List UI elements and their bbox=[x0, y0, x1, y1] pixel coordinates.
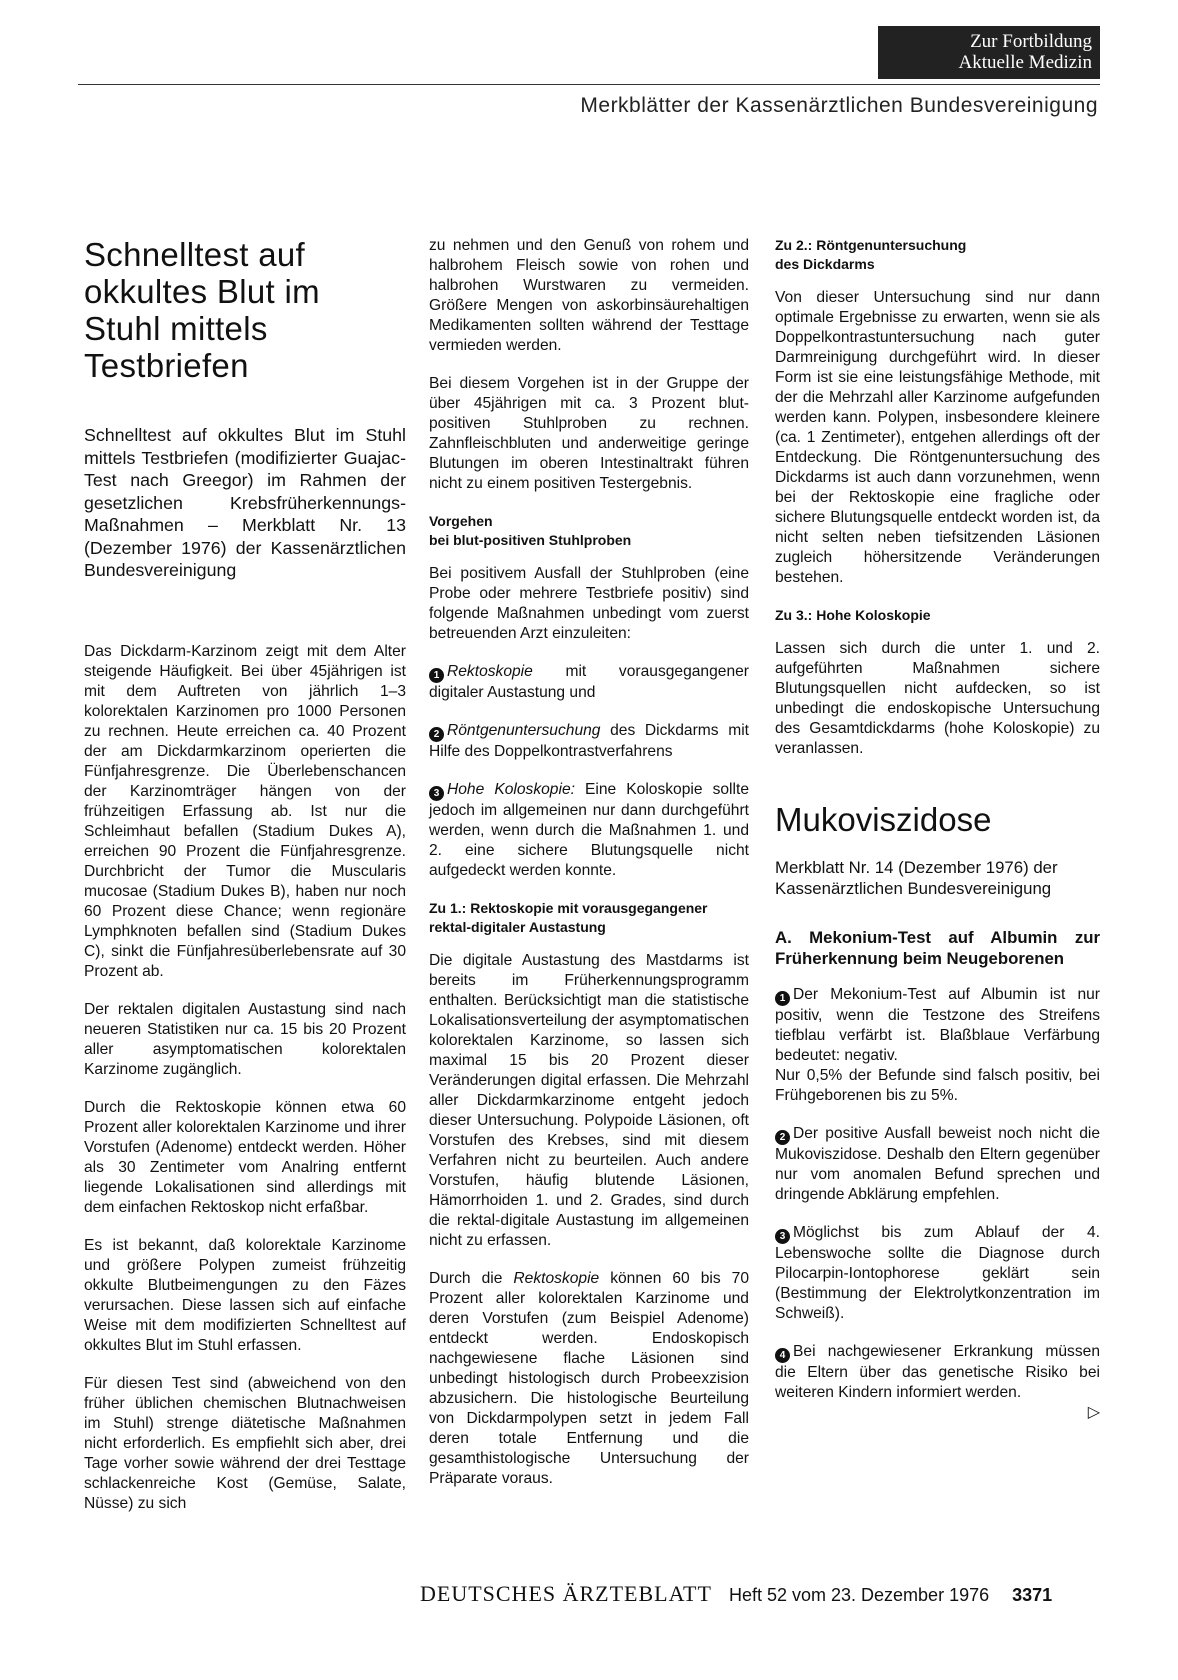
paragraph: Bei diesem Vorgehen ist in der Gruppe der über 45jährigen mit ca. 3 Prozent blut-positiven Stuhlproben zu rechnen. Zahnfleischbluten und anderweitige geringe Blutungen im oberen Intestinaltrakt führen nicht zu einem positiven Testergebnis. bbox=[429, 375, 749, 492]
section-badge bbox=[878, 26, 1100, 79]
column-3 bbox=[775, 236, 1100, 1423]
number-badge-icon: 1 bbox=[775, 991, 790, 1006]
header-rule bbox=[78, 84, 1100, 85]
article-title: Schnelltest auf okkultes Blut im Stuhl mittels Testbriefen bbox=[84, 236, 320, 384]
article-2-lead: Merkblatt Nr. 14 (Dezember 1976) der Kassenärztlichen Bundesvereinigung bbox=[775, 858, 1058, 898]
section-heading-zu2 bbox=[775, 236, 1100, 274]
column-1 bbox=[84, 236, 406, 1532]
section-heading-zu3: Zu 3.: Hohe Koloskopie bbox=[775, 607, 931, 623]
number-badge-icon: 2 bbox=[775, 1130, 790, 1145]
paragraph: Für diesen Test sind (abweichend von den früher üblichen chemischen Blutnachweisen im Stuhl) strenge diätetische Maßnahmen nicht erforderlich. Es empfiehlt sich aber, drei Tage vorher sowie während der drei Testtage schlackenreiche Kost (Gemüse, Salate, Nüsse) zu sich bbox=[84, 1374, 406, 1512]
article-lead: Schnelltest auf okkultes Blut im Stuhl mittels Testbriefen (modifizierter Guajac-Test nach Greegor) im Rahmen der gesetzlichen Krebsfrüherkennungs-Maßnahmen – Merkblatt Nr. 13 (Dezember 1976) der Kassenärztlichen Bundesvereinigung bbox=[84, 425, 406, 580]
heading-line: Zu 2.: Röntgenuntersuchung bbox=[775, 237, 967, 253]
test-item-2 bbox=[775, 1124, 1100, 1205]
continue-arrow-icon: ▷ bbox=[1087, 1404, 1100, 1421]
emphasis: Rektoskopie bbox=[447, 663, 533, 680]
article-2-subheading: A. Mekonium-Test auf Albumin zur Früherkennung beim Neugeborenen bbox=[775, 928, 1100, 968]
heading-line: des Dickdarms bbox=[775, 256, 875, 272]
issue-info: Heft 52 vom 23. Dezember 1976 bbox=[728, 1585, 990, 1605]
item-text: Der positive Ausfall beweist noch nicht die Mukoviszidose. Deshalb den Eltern gegenüber nur vom anomalen Befund sprechen und dringende Abklärung empfehlen. bbox=[775, 1125, 1100, 1203]
text-run: Durch die bbox=[429, 1270, 514, 1287]
page-footer bbox=[420, 1581, 1052, 1607]
number-badge-icon: 3 bbox=[429, 786, 444, 801]
number-badge-icon: 3 bbox=[775, 1229, 790, 1244]
test-item-4 bbox=[775, 1342, 1100, 1403]
column-2 bbox=[429, 236, 749, 1507]
item-text: des Dickdarms mit Hilfe des Doppelkontrastverfahrens bbox=[429, 722, 749, 760]
heading-line: bei blut-positiven Stuhlproben bbox=[429, 532, 632, 548]
measure-item-3 bbox=[429, 780, 749, 881]
paragraph: Durch die Rektoskopie können etwa 60 Prozent aller kolorektalen Karzinome und ihrer Vorstufen (Adenome) entdeckt werden. Höher als 30 Zentimeter vom Analring entfernt liegende Lokalisationen sind allerdings mit dem einfachen Rektoskop nicht erfaßbar. bbox=[84, 1098, 406, 1216]
badge-line-1: Zur Fortbildung bbox=[970, 31, 1092, 52]
paragraph: Lassen sich durch die unter 1. und 2. aufgeführten Maßnahmen sichere Blutungsquellen nicht aufdecken, so ist unbedingt die endoskopische Untersuchung des Gesamtdickdarms (hohe Koloskopie) zu veranlassen. bbox=[775, 640, 1100, 757]
item-text: Eine Koloskopie sollte jedoch im allgemeinen nur dann durchgeführt werden, wenn durch die Maßnahmen 1. und 2. eine sichere Blutungsquelle nicht aufgedeckt werden konnte. bbox=[429, 781, 749, 879]
emphasis: Röntgenuntersuchung bbox=[447, 722, 601, 739]
paragraph: Von dieser Untersuchung sind nur dann optimale Ergebnisse zu erwarten, wenn sie als Doppelkontrastuntersuchung nach guter Darmreinigung durchgeführt wird. In dieser Form ist sie eine leistungsfähige Methode, mit der die Mehrzahl aller Karzinome aufgefunden werden kann. Polypen, insbesondere kleinere (ca. 1 Zentimeter), entgehen allerdings oft der Entdeckung. Die Röntgenuntersuchung des Dickdarms ist auch dann vorzunehmen, wenn bei der Rektoskopie eine fragliche oder sichere Blutungsquelle entdeckt worden ist, da nicht selten neben tiefsitzenden Läsionen zugleich höhersitzende Veränderungen bestehen. bbox=[775, 289, 1100, 586]
emphasis: Hohe Koloskopie: bbox=[447, 781, 575, 798]
text-run: können 60 bis 70 Prozent aller kolorektalen Karzinome und deren Vorstufen (zum Beispiel Adenome) entdeckt werden. Endoskopisch nachgewiesene flache Läsionen sind unbedingt histologisch durch Probeexzision abzusichern. Die histologische Beurteilung von Dickdarmpolypen setzt in jedem Fall deren totale Entfernung und die gesamthistologische Untersuchung der Präparate voraus. bbox=[429, 1270, 749, 1487]
test-item-3 bbox=[775, 1223, 1100, 1324]
item-text: Möglichst bis zum Ablauf der 4. Lebenswoche sollte die Diagnose durch Pilocarpin-Iontophorese geklärt sein (Bestimmung der Elektrolytkonzentration im Schweiß). bbox=[775, 1224, 1100, 1322]
page-number: 3371 bbox=[1012, 1585, 1053, 1605]
item-text: Bei nachgewiesener Erkrankung müssen die Eltern über das genetische Risiko bei weiteren Kindern informiert werden. bbox=[775, 1343, 1100, 1401]
paragraph: Der rektalen digitalen Austastung sind nach neueren Statistiken nur ca. 15 bis 20 Prozent aller asymptomatischen kolorektalen Karzinome zugänglich. bbox=[84, 1000, 406, 1078]
number-badge-icon: 1 bbox=[429, 668, 444, 683]
paragraph: zu nehmen und den Genuß von rohem und halbrohem Fleisch sowie von rohen und halbrohen Wurstwaren zu vermeiden. Größere Mengen von askorbinsäurehaltigen Medikamenten sollten während der Testtage vermieden werden. bbox=[429, 237, 749, 354]
section-heading-vorgehen bbox=[429, 512, 749, 550]
number-badge-icon: 4 bbox=[775, 1348, 790, 1363]
paragraph: Es ist bekannt, daß kolorektale Karzinome und größere Polypen zumeist frühzeitig okkulte Blutbeimengungen zu den Fäzes verursachen. Diese lassen sich auf einfache Weise mit dem modifizierten Schnelltest auf okkultes Blut im Stuhl erfassen. bbox=[84, 1236, 406, 1354]
paragraph: Die digitale Austastung des Mastdarms ist bereits im Früherkennungsprogramm enthalten. Berücksichtigt man die statistische Lokalisationsverteilung der asymptomatischen kolorektalen Karzinome, so lassen sich maximal 15 bis 20 Prozent dieser Veränderungen digital erfassen. Die Mehrzahl aller Dickdarmkarzinome entgeht jedoch dieser Untersuchung. Polypoide Läsionen, oft Vorstufen des Krebses, sind mit diesem Verfahren nicht zu beurteilen. Auch andere Vorstufen, häufig blutende Läsionen, Hämorrhoiden 1. und 2. Grades, sind durch die rektal-digitale Austastung im allgemeinen nicht zu erfassen. bbox=[429, 952, 749, 1249]
heading-line: Vorgehen bbox=[429, 513, 493, 529]
test-item-1 bbox=[775, 985, 1100, 1106]
section-heading-zu1: Zu 1.: Rektoskopie mit vorausgegangener rektal-digitaler Austastung bbox=[429, 900, 708, 935]
item-text: mit vorausgegangener digitaler Austastung und bbox=[429, 663, 749, 701]
number-badge-icon: 2 bbox=[429, 727, 444, 742]
measure-item-1 bbox=[429, 662, 749, 703]
emphasis: Rektoskopie bbox=[513, 1270, 600, 1287]
page-subheader: Merkblätter der Kassenärztlichen Bundesvereinigung bbox=[580, 94, 1098, 117]
paragraph: Das Dickdarm-Karzinom zeigt mit dem Alter steigende Häufigkeit. Bei über 45jährigen ist mit dem Auftreten von jährlich 1–3 kolorektalen Karzinomen pro 1000 Personen zu rechnen. Heute erreichen ca. 40 Prozent der am Dickdarmkarzinom operierten die Fünfjahresgrenze. Die Überlebenschancen der Karzinomträger hängen von der frühzeitigen Erfassung ab. Ist nur die Schleimhaut befallen (Stadium Dukes A), erreichen 90 Prozent die Fünfjahresgrenze. Durchbricht der Tumor die Muscularis mucosae (Stadium Dukes B), haben nur noch 60 Prozent diese Chance; wenn regionäre Lymphknoten befallen sind (Stadium Dukes C), sinkt die Fünfjahresüberlebensrate auf 30 Prozent ab. bbox=[84, 642, 406, 980]
measure-item-2 bbox=[429, 721, 749, 762]
article-2-title: Mukoviszidose bbox=[775, 801, 992, 838]
item-text: Der Mekonium-Test auf Albumin ist nur positiv, wenn die Testzone des Streifens tiefblau verfärbt ist. Blaßblaue Verfärbung bedeutet: negativ. bbox=[775, 986, 1100, 1064]
paragraph bbox=[429, 1269, 749, 1489]
journal-name: DEUTSCHES ÄRZTEBLATT bbox=[420, 1581, 712, 1606]
badge-line-2: Aktuelle Medizin bbox=[958, 52, 1092, 73]
paragraph: Bei positivem Ausfall der Stuhlproben (eine Probe oder mehrere Testbriefe positiv) sind folgende Maßnahmen unbedingt vom zuerst betreuenden Arzt einzuleiten: bbox=[429, 565, 749, 642]
item-text: Nur 0,5% der Befunde sind falsch positiv, bei Frühgeborenen bis zu 5%. bbox=[775, 1067, 1100, 1104]
